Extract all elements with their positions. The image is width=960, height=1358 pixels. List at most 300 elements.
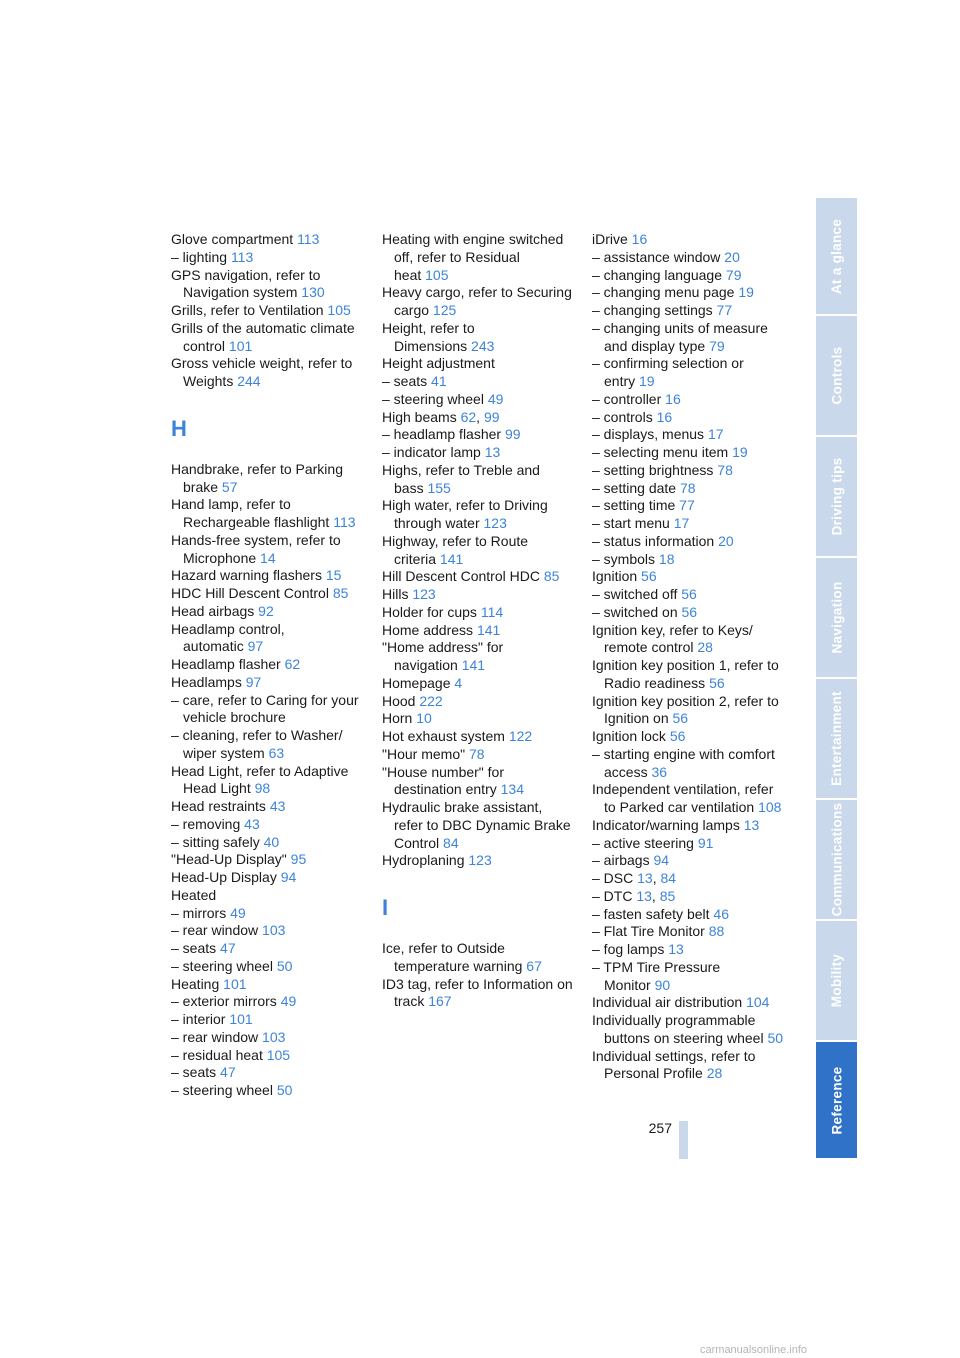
page-link[interactable]: 57 — [221, 478, 238, 495]
index-term: Headlamps — [171, 673, 242, 690]
index-term: "House number" for destination entry — [382, 763, 504, 798]
index-entry — [171, 267, 363, 303]
index-entry — [592, 1048, 784, 1084]
index-term: – starting engine with comfort access — [592, 745, 775, 780]
index-term: Highs, refer to Treble and bass — [382, 461, 540, 496]
page-link[interactable]: 43 — [244, 815, 260, 832]
index-entry — [171, 603, 363, 621]
index-term: – switched on — [592, 603, 678, 620]
index-entry — [171, 940, 363, 958]
index-entry — [382, 675, 574, 693]
index-entry — [592, 320, 784, 356]
index-term: – seats — [171, 1064, 217, 1081]
page-link[interactable]: 56 — [669, 728, 686, 744]
page-link[interactable]: 125 — [432, 302, 457, 318]
page-link[interactable]: 10 — [416, 710, 432, 727]
side-tab-controls[interactable] — [816, 316, 857, 437]
index-term: Head airbags — [171, 602, 255, 619]
page-link[interactable]: 79 — [725, 266, 742, 283]
index-entry — [592, 746, 784, 782]
page-link[interactable]: 13 — [636, 887, 652, 904]
index-entry — [592, 391, 784, 409]
index-term: Heating — [171, 975, 220, 992]
index-term: – steering wheel — [171, 1082, 273, 1098]
index-term: – residual heat — [171, 1046, 263, 1063]
index-term: – symbols — [592, 550, 656, 567]
page-link[interactable]: 28 — [706, 1065, 723, 1082]
index-term: – headlamp flasher — [382, 426, 502, 443]
page-link[interactable]: 19 — [639, 373, 655, 389]
index-term: Head restraints — [171, 798, 266, 814]
index-entry — [171, 355, 363, 391]
index-column-2 — [382, 231, 574, 1011]
index-term: Horn — [382, 710, 413, 727]
index-entry — [171, 302, 363, 320]
index-entry — [382, 409, 574, 427]
index-entry — [382, 320, 574, 356]
page-link[interactable]: 46 — [713, 905, 729, 922]
index-term: Headlamp flasher — [171, 656, 281, 672]
page-link[interactable]: 16 — [665, 390, 681, 407]
index-term: Home address — [382, 621, 474, 638]
index-entry — [171, 727, 363, 763]
page-link[interactable]: 97 — [247, 638, 264, 655]
index-term: – status information — [592, 532, 715, 549]
index-entry — [382, 604, 574, 622]
index-entry — [592, 480, 784, 498]
page-link[interactable]: 243 — [471, 337, 495, 354]
page-link[interactable]: 40 — [263, 833, 280, 850]
index-entry — [171, 461, 363, 497]
page-link[interactable]: 94 — [280, 869, 297, 885]
page-link[interactable]: 97 — [245, 673, 262, 690]
index-term: Hydraulic brake assistant, refer to DBC Dynamic Brake Control — [382, 799, 571, 851]
page-link[interactable]: 20 — [718, 532, 734, 549]
page-link[interactable]: 78 — [679, 479, 696, 496]
side-tab-mobility[interactable] — [816, 921, 857, 1042]
index-entry — [171, 1047, 363, 1065]
index-entry — [592, 284, 784, 302]
index-entry — [592, 231, 784, 249]
index-entry — [171, 869, 363, 887]
index-term: – start menu — [592, 515, 670, 531]
index-term: Ice, refer to Outside temperature warning — [382, 940, 523, 974]
side-tab-navigation[interactable] — [816, 558, 857, 679]
index-entry — [592, 781, 784, 817]
page-link[interactable]: 77 — [679, 497, 695, 514]
page-link[interactable]: 13 — [743, 816, 760, 833]
page-link[interactable]: 94 — [653, 852, 670, 869]
index-entry — [171, 1082, 363, 1100]
page-link[interactable]: 20 — [724, 248, 740, 265]
index-term: – airbags — [592, 852, 650, 869]
index-term: – steering wheel — [382, 390, 484, 407]
index-term: Heated — [171, 886, 217, 903]
index-term: – removing — [171, 815, 241, 832]
index-term: – DSC — [592, 870, 634, 886]
index-entry — [171, 976, 363, 994]
side-tab-communications[interactable] — [816, 800, 857, 921]
page-separator: , — [476, 408, 484, 425]
page-link[interactable]: 130 — [301, 284, 325, 301]
index-entry — [382, 728, 574, 746]
index-term: Head-Up Display — [171, 869, 277, 885]
page-link[interactable]: 123 — [468, 852, 492, 869]
side-tab-entertainment[interactable] — [816, 679, 857, 800]
page-link[interactable]: 88 — [708, 923, 725, 940]
page-link[interactable]: 41 — [431, 373, 447, 389]
index-entry — [592, 693, 784, 729]
page-link[interactable]: 99 — [483, 408, 500, 425]
page-link[interactable]: 16 — [656, 408, 673, 425]
index-entry — [171, 656, 363, 674]
index-term: "Hour memo" — [382, 745, 466, 762]
index-entry — [382, 940, 574, 976]
index-entry — [171, 249, 363, 267]
index-term: Ignition key position 2, refer to Ignition on — [592, 692, 779, 727]
page-link[interactable]: 101 — [229, 1011, 253, 1027]
index-term: – setting time — [592, 497, 676, 514]
index-entry — [592, 941, 784, 959]
page-link[interactable]: 244 — [237, 373, 261, 389]
index-term: – seats — [382, 373, 428, 389]
page-link[interactable]: 78 — [717, 461, 733, 478]
index-term: HDC Hill Descent Control — [171, 585, 329, 601]
page-link[interactable]: 79 — [709, 337, 725, 354]
page-link[interactable]: 85 — [543, 568, 560, 585]
index-term: Holder for cups — [382, 603, 477, 620]
index-term: Ignition lock — [592, 728, 666, 744]
index-entry — [171, 692, 363, 728]
index-term: Hands-free system, refer to Microphone — [171, 531, 341, 566]
page-link[interactable]: 103 — [262, 922, 286, 939]
index-entry — [382, 284, 574, 320]
index-term: Handbrake, refer to Parking brake — [171, 460, 343, 495]
page-link[interactable]: 19 — [732, 444, 748, 460]
index-term: Height adjustment — [382, 355, 495, 372]
page-link[interactable]: 56 — [672, 710, 689, 727]
page-link[interactable]: 85 — [659, 887, 676, 904]
index-term: – Flat Tire Monitor — [592, 923, 705, 940]
page-link[interactable]: 47 — [220, 1064, 236, 1081]
index-entry — [171, 851, 363, 869]
index-term: Hand lamp, refer to Rechargeable flashlight — [171, 496, 330, 530]
index-entry — [592, 604, 784, 622]
index-term: Individual settings, refer to Personal Profile — [592, 1047, 756, 1082]
index-entry — [382, 852, 574, 870]
index-term: – rear window — [171, 1028, 259, 1045]
page-link[interactable]: 105 — [266, 1046, 291, 1063]
page-link[interactable]: 101 — [223, 975, 247, 992]
index-entry — [382, 391, 574, 409]
index-entry — [592, 462, 784, 480]
page-separator: , — [651, 887, 660, 904]
index-entry — [382, 568, 574, 586]
index-term: – selecting menu item — [592, 444, 729, 460]
index-term: – mirrors — [171, 904, 227, 921]
index-column-3 — [592, 231, 784, 1083]
index-entry — [171, 320, 363, 356]
index-entry — [382, 764, 574, 800]
page-link[interactable]: 49 — [230, 904, 246, 921]
index-entry — [382, 462, 574, 498]
index-term: – assistance window — [592, 248, 721, 265]
index-term: Highway, refer to Route criteria — [382, 532, 529, 567]
side-tab-driving-tips[interactable] — [816, 437, 857, 558]
index-term: iDrive — [592, 231, 628, 247]
index-term: Head Light, refer to Adaptive Head Light — [171, 762, 349, 797]
page-link[interactable]: 99 — [504, 426, 521, 443]
index-term: – setting brightness — [592, 461, 714, 478]
page-link[interactable]: 43 — [269, 798, 286, 814]
index-term: – cleaning, refer to Washer/ wiper system — [171, 727, 343, 761]
side-tab-label: Reference — [829, 1066, 844, 1134]
index-entry — [382, 622, 574, 640]
page-link[interactable]: 50 — [767, 1029, 784, 1046]
page-link[interactable]: 78 — [468, 745, 485, 762]
index-entry — [592, 267, 784, 285]
side-tab-at-a-glance[interactable] — [816, 198, 857, 316]
page-link[interactable]: 77 — [716, 302, 733, 318]
index-term: – setting date — [592, 479, 677, 496]
index-entry — [592, 835, 784, 853]
page-link[interactable]: 49 — [280, 993, 297, 1010]
page-link[interactable]: 113 — [333, 514, 356, 530]
index-term: Ignition key, refer to Keys/ remote control — [592, 621, 753, 656]
page-link[interactable]: 67 — [526, 957, 542, 974]
index-term: – switched off — [592, 586, 678, 602]
index-entry — [592, 959, 784, 995]
index-term: – interior — [171, 1011, 226, 1027]
index-term: Ignition — [592, 568, 638, 585]
index-entry — [592, 852, 784, 870]
index-entry — [171, 1064, 363, 1082]
index-entry — [592, 622, 784, 658]
page-link[interactable]: 103 — [262, 1028, 286, 1045]
index-entry — [382, 710, 574, 728]
index-entry — [592, 444, 784, 462]
index-entry — [592, 409, 784, 427]
index-entry — [382, 746, 574, 764]
index-term: Gross vehicle weight, refer to Weights — [171, 355, 353, 389]
index-term: Individually programmable buttons on steering wheel — [592, 1012, 764, 1046]
page-link[interactable]: 4 — [454, 674, 463, 691]
index-term: – changing settings — [592, 302, 713, 318]
index-entry — [171, 993, 363, 1011]
index-entry — [592, 302, 784, 320]
page-link[interactable]: 50 — [276, 1082, 293, 1098]
index-term: Headlamp control, automatic — [171, 620, 285, 655]
index-entry — [382, 444, 574, 462]
page-number: 257 — [648, 1120, 672, 1136]
page-link[interactable]: 56 — [641, 568, 657, 585]
index-term: – changing language — [592, 266, 723, 283]
index-entry — [171, 834, 363, 852]
index-entry — [592, 657, 784, 693]
index-entry — [592, 249, 784, 267]
index-entry — [171, 231, 363, 249]
index-entry — [382, 497, 574, 533]
index-entry — [171, 496, 363, 532]
index-entry — [592, 497, 784, 515]
index-entry — [171, 798, 363, 816]
index-term: Hills — [382, 586, 409, 602]
index-term: – DTC — [592, 887, 633, 904]
index-entry — [171, 958, 363, 976]
index-entry — [171, 887, 363, 905]
page-link[interactable]: 84 — [443, 834, 459, 851]
page-link[interactable]: 85 — [332, 585, 349, 601]
page-link[interactable]: 49 — [487, 390, 504, 407]
side-tab-label: At a glance — [829, 218, 845, 294]
index-entry — [592, 817, 784, 835]
index-term: – TPM Tire Pressure Monitor — [592, 958, 721, 993]
side-tab-label: Entertainment — [829, 691, 845, 786]
index-entry — [382, 639, 574, 675]
page-link[interactable]: 90 — [654, 976, 671, 993]
page-link[interactable]: 222 — [419, 692, 443, 709]
index-entry — [171, 1029, 363, 1047]
page-link[interactable]: 56 — [681, 586, 697, 602]
index-entry — [382, 533, 574, 569]
page-link[interactable]: 123 — [412, 586, 436, 602]
index-term: – care, refer to Caring for your vehicle brochure — [171, 691, 359, 726]
index-entry — [592, 888, 784, 906]
page-link[interactable]: 105 — [425, 266, 449, 283]
index-term: – controls — [592, 408, 653, 425]
index-entry — [382, 355, 574, 373]
index-entry — [171, 621, 363, 657]
index-entry — [592, 355, 784, 391]
page-link[interactable]: 62 — [460, 408, 477, 425]
index-entry — [382, 373, 574, 391]
footer-watermark: carmanualsonline.info — [700, 1344, 808, 1356]
page-link[interactable]: 123 — [483, 515, 507, 531]
page-link[interactable]: 134 — [500, 781, 524, 798]
page-link[interactable]: 17 — [673, 515, 690, 531]
page-link[interactable]: 28 — [697, 639, 713, 656]
page-link[interactable]: 13 — [484, 444, 501, 460]
index-term: Hood — [382, 692, 416, 709]
page-link[interactable]: 19 — [738, 284, 754, 301]
index-term: Hazard warning flashers — [171, 567, 322, 584]
index-term: Hot exhaust system — [382, 728, 505, 744]
page-link[interactable]: 105 — [327, 302, 351, 318]
page-number-bar — [679, 1121, 688, 1159]
index-entry — [592, 728, 784, 746]
page-separator: , — [652, 870, 661, 886]
page-link[interactable]: 15 — [325, 567, 342, 584]
index-term: – changing units of measure and display type — [592, 319, 768, 354]
index-term: – sitting safely — [171, 833, 260, 850]
index-term: Hydroplaning — [382, 852, 465, 869]
index-term: – displays, menus — [592, 426, 705, 443]
index-entry — [592, 994, 784, 1012]
page-link[interactable]: 155 — [427, 479, 451, 496]
index-term: – changing menu page — [592, 284, 735, 301]
index-entry — [592, 426, 784, 444]
index-term: – rear window — [171, 922, 259, 939]
index-entry — [171, 585, 363, 603]
page-link[interactable]: 141 — [476, 621, 501, 638]
index-term: – indicator lamp — [382, 444, 481, 460]
index-term: – lighting — [171, 248, 228, 265]
side-tab-reference[interactable] — [816, 1042, 857, 1160]
index-term: – fog lamps — [592, 941, 665, 957]
index-entry — [592, 1012, 784, 1048]
side-tab-label: Navigation — [829, 581, 845, 654]
index-term: Heavy cargo, refer to Securing cargo — [382, 284, 572, 318]
page-link[interactable]: 62 — [284, 656, 301, 672]
page-link[interactable]: 13 — [637, 870, 653, 886]
page-link[interactable]: 50 — [276, 957, 293, 974]
index-term: – fasten safety belt — [592, 905, 710, 922]
page-link[interactable]: 91 — [697, 834, 714, 851]
page-link[interactable]: 84 — [660, 870, 677, 886]
index-entry — [592, 568, 784, 586]
page-link[interactable]: 56 — [709, 674, 725, 691]
index-term: – exterior mirrors — [171, 993, 277, 1010]
page-link[interactable]: 113 — [230, 248, 254, 265]
page-link[interactable]: 98 — [254, 780, 271, 797]
index-entry — [171, 674, 363, 692]
index-entry — [171, 567, 363, 585]
index-term: ID3 tag, refer to Information on track — [382, 975, 573, 1010]
page-link[interactable]: 16 — [631, 231, 648, 247]
side-tab-label: Communications — [829, 802, 844, 917]
index-term: Grills of the automatic climate control — [171, 319, 355, 354]
page-link[interactable]: 14 — [260, 549, 276, 566]
index-term: Ignition key position 1, refer to Radio readiness — [592, 657, 779, 691]
index-entry — [592, 515, 784, 533]
index-entry — [382, 799, 574, 852]
section-letter: I — [382, 895, 389, 920]
index-entry — [171, 1011, 363, 1029]
index-term: "Head-Up Display" — [171, 851, 287, 868]
page-link[interactable]: 17 — [707, 426, 724, 443]
page-link[interactable]: 167 — [428, 993, 452, 1010]
index-entry — [171, 816, 363, 834]
index-entry — [171, 763, 363, 799]
page-link[interactable]: 47 — [220, 940, 236, 956]
index-term: Grills, refer to Ventilation — [171, 302, 324, 318]
page-link[interactable]: 108 — [758, 799, 782, 815]
page-link[interactable]: 95 — [290, 851, 307, 868]
page-link[interactable]: 18 — [658, 550, 675, 567]
page-link[interactable]: 141 — [461, 657, 486, 673]
page-link[interactable]: 104 — [746, 994, 770, 1011]
index-term: High beams — [382, 408, 457, 425]
side-tab-label: Driving tips — [829, 457, 845, 536]
page-link[interactable]: 113 — [297, 231, 320, 247]
section-letter: H — [171, 415, 187, 441]
index-entry — [171, 532, 363, 568]
page-link[interactable]: 56 — [681, 603, 698, 620]
page-link[interactable]: 122 — [508, 728, 533, 744]
index-term: Heating with engine switched off, refer to Residual heat — [382, 231, 564, 283]
page-link[interactable]: 101 — [228, 337, 253, 354]
page-link[interactable]: 114 — [480, 603, 504, 620]
page-link[interactable]: 13 — [668, 941, 684, 957]
page-link[interactable]: 63 — [268, 744, 285, 761]
page-link[interactable]: 92 — [258, 602, 274, 619]
index-term: Hill Descent Control HDC — [382, 568, 540, 585]
page-link[interactable]: 141 — [439, 550, 464, 567]
page-link[interactable]: 36 — [651, 763, 668, 780]
index-term: "Home address" for navigation — [382, 639, 504, 673]
index-term: Homepage — [382, 674, 451, 691]
index-term: – confirming selection or entry — [592, 355, 744, 389]
